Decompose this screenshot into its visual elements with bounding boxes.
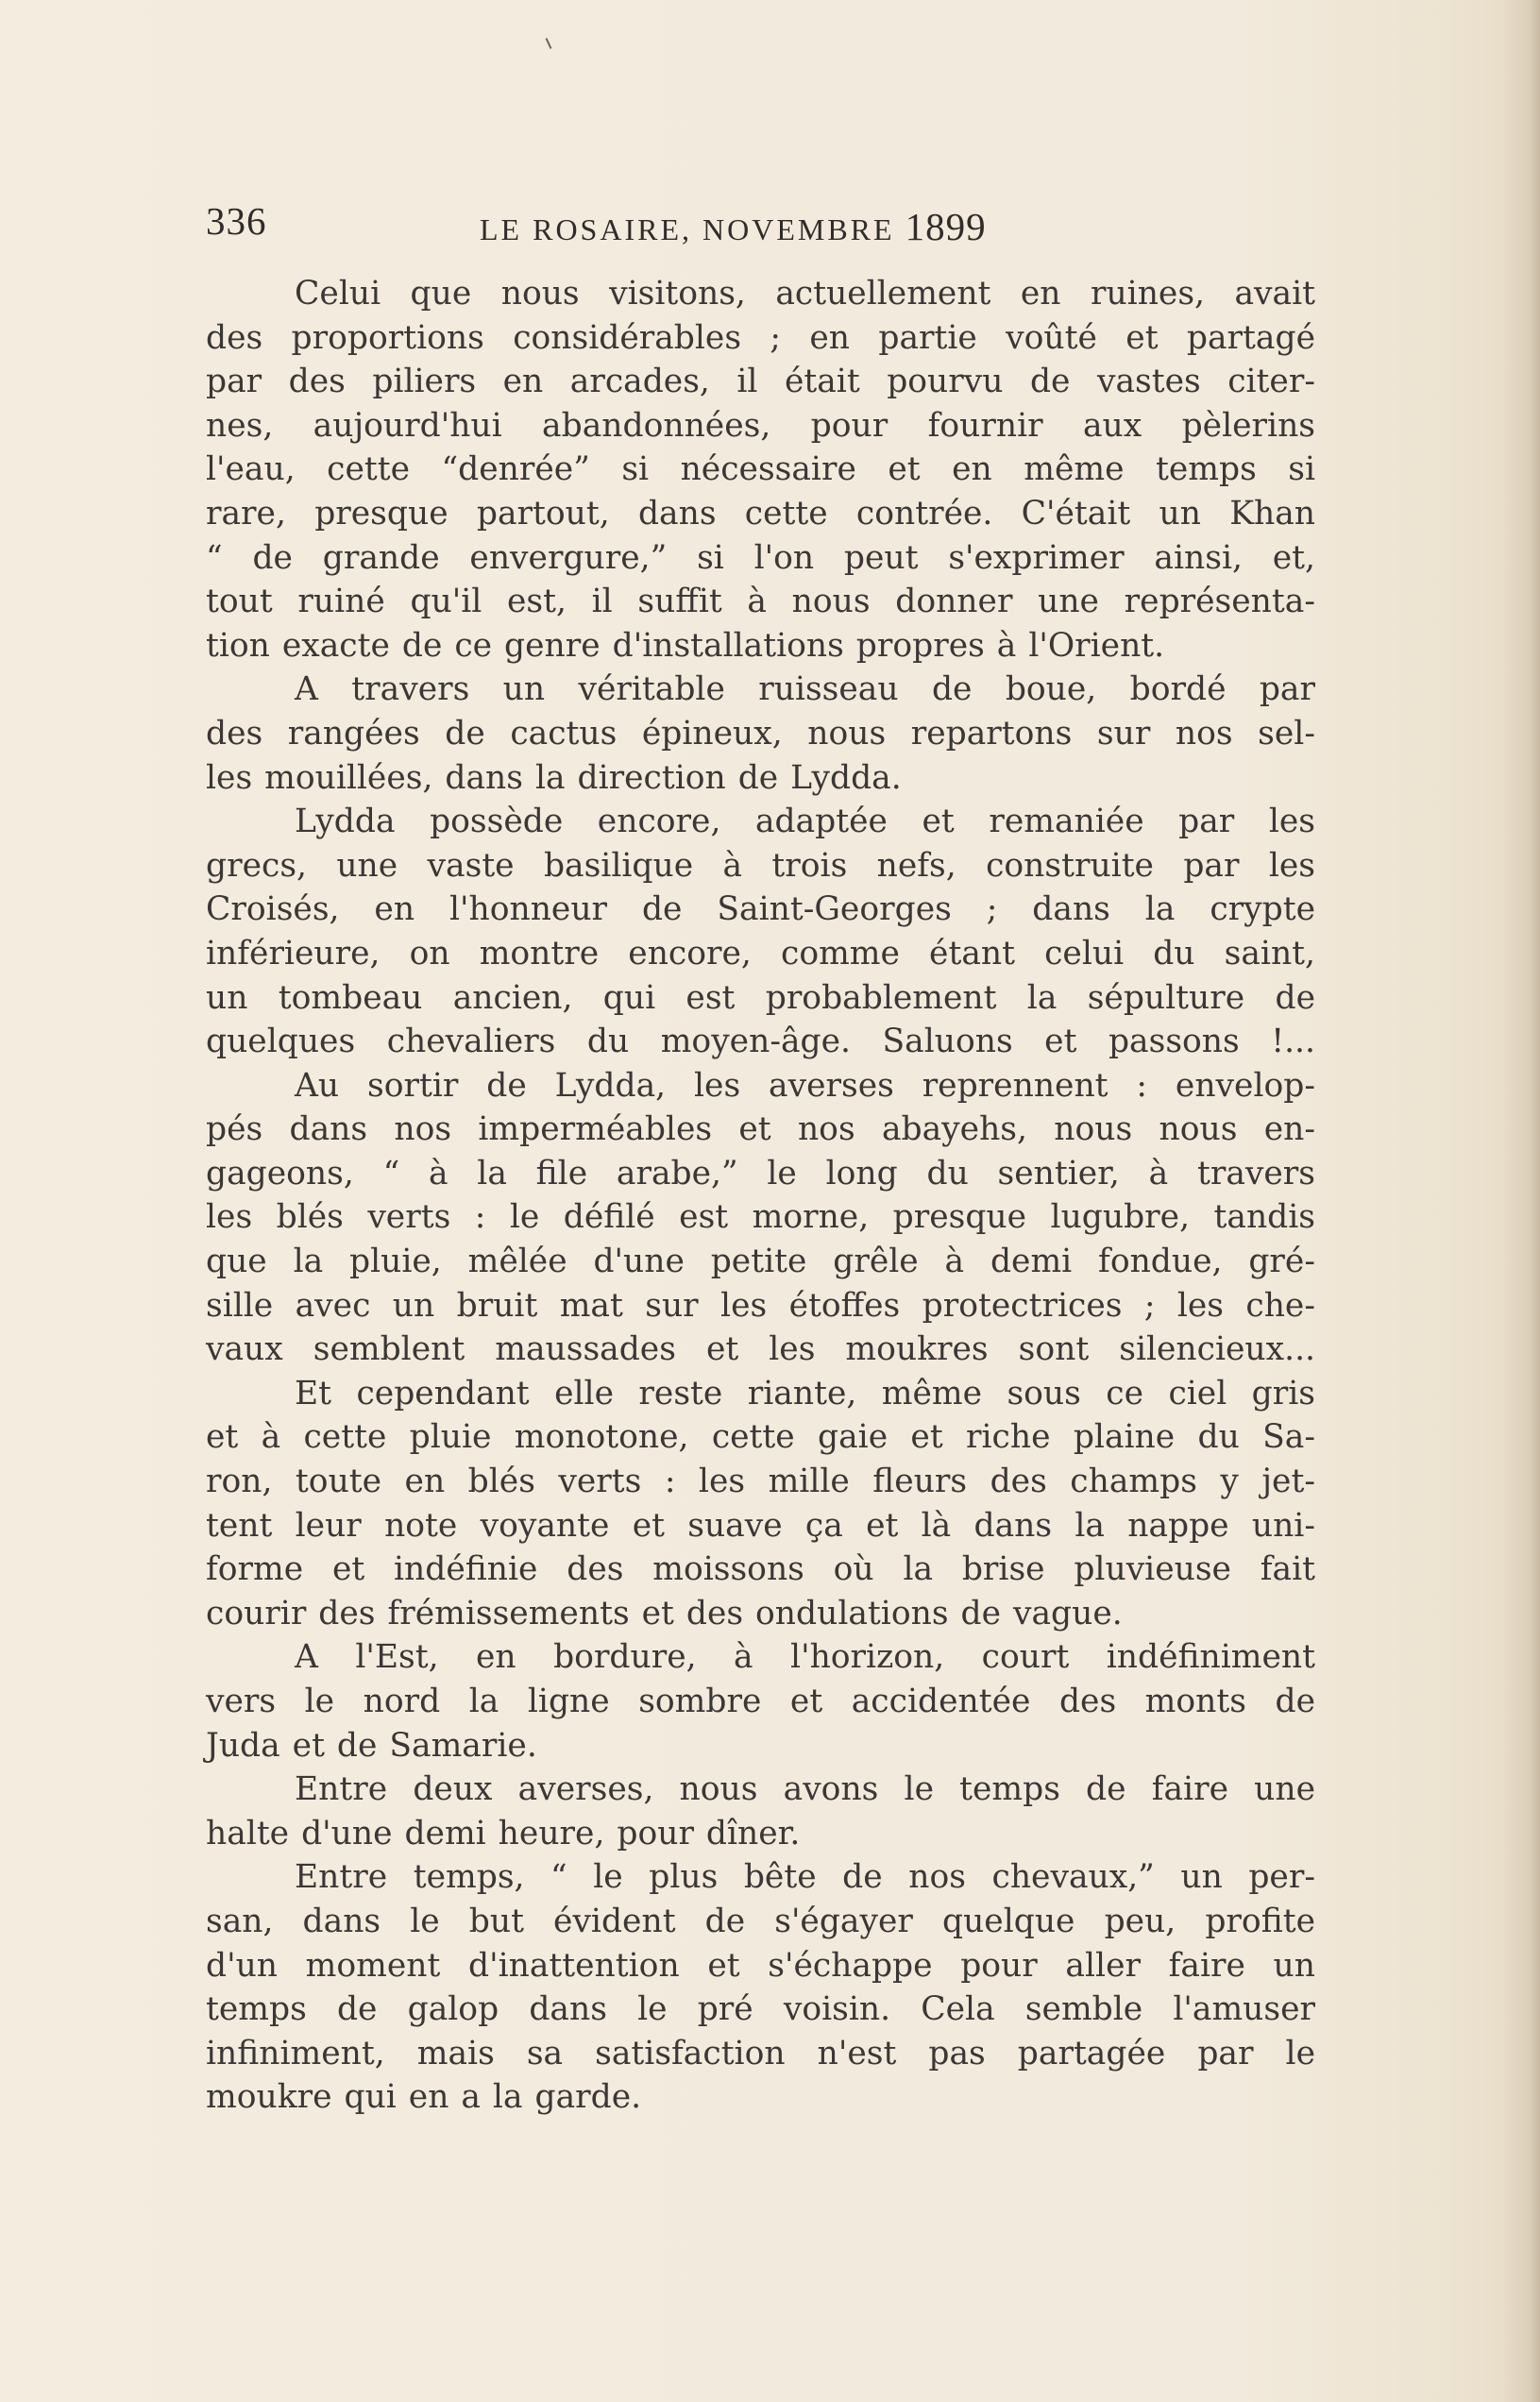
text-line: grecs, une vaste basilique à trois nefs, construite par les	[206, 846, 1315, 885]
text-line: Entre temps, “ le plus bête de nos chevaux,” un per-	[295, 1858, 1315, 1897]
text-line: pés dans nos imperméables et nos abayehs, nous nous en-	[206, 1110, 1315, 1149]
text-line: des rangées de cactus épineux, nous repartons sur nos sel-	[206, 714, 1315, 753]
text-line: Au sortir de Lydda, les averses reprennent : envelop-	[295, 1066, 1315, 1105]
text-line: vaux semblent maussades et les moukres sont silencieux...	[206, 1330, 1315, 1369]
text-line: sille avec un bruit mat sur les étoffes protectrices ; les che-	[206, 1286, 1315, 1325]
text-line: forme et indéfinie des moissons où la brise pluvieuse fait	[206, 1550, 1315, 1589]
text-line: A l'Est, en bordure, à l'horizon, court indéfiniment	[295, 1638, 1315, 1677]
running-head	[480, 204, 987, 249]
text-line: l'eau, cette “denrée” si nécessaire et en même temps si	[206, 450, 1315, 489]
text-line: les blés verts : le défilé est morne, presque lugubre, tandis	[206, 1198, 1315, 1237]
text-line: par des piliers en arcades, il était pourvu de vastes citer-	[206, 363, 1315, 401]
text-line: san, dans le but évident de s'égayer quelque peu, profite	[206, 1902, 1315, 1940]
running-head-year: 1899	[905, 205, 987, 248]
text-line: Lydda possède encore, adaptée et remaniée par les	[295, 803, 1315, 841]
text-line: ron, toute en blés verts : les mille fleurs des champs y jet-	[206, 1463, 1315, 1501]
text-line: temps de galop dans le pré voisin. Cela semble l'amuser	[206, 1990, 1315, 2029]
text-line: moukre qui en a la garde.	[206, 2078, 642, 2117]
text-line: infiniment, mais sa satisfaction n'est pas partagée par le	[206, 2034, 1315, 2072]
text-line: vers le nord la ligne sombre et accidentée des monts de	[206, 1683, 1315, 1720]
text-line: halte d'une demi heure, pour dîner.	[206, 1814, 801, 1852]
text-line: rare, presque partout, dans cette contrée. C'était un Khan	[206, 494, 1315, 533]
text-line: Et cependant elle reste riante, même sous ce ciel gris	[295, 1374, 1315, 1412]
text-line: que la pluie, mêlée d'une petite grêle à demi fondue, gré-	[206, 1243, 1315, 1281]
page-header	[206, 198, 1315, 255]
page-number: 336	[206, 199, 267, 243]
text-line: tion exacte de ce genre d'installations propres à l'Orient.	[206, 626, 1165, 665]
text-line: Celui que nous visitons, actuellement en ruines, avait	[295, 275, 1315, 313]
text-line: les mouillées, dans la direction de Lydda.	[206, 758, 902, 797]
text-line: quelques chevaliers du moyen-âge. Saluons et passons !...	[206, 1023, 1315, 1061]
page-edge-shadow	[1502, 0, 1540, 2402]
text-line: Juda et de Samarie.	[206, 1726, 537, 1765]
text-line: gageons, “ à la file arabe,” le long du sentier, à travers	[206, 1154, 1315, 1193]
text-line: A travers un véritable ruisseau de boue, bordé par	[295, 670, 1315, 709]
text-line: un tombeau ancien, qui est probablement la sépulture de	[206, 978, 1315, 1017]
text-line: “ de grande envergure,” si l'on peut s'exprimer ainsi, et,	[206, 538, 1315, 577]
text-line: nes, aujourd'hui abandonnées, pour fournir aux pèlerins	[206, 406, 1315, 445]
ink-mark	[546, 38, 552, 49]
text-line: Croisés, en l'honneur de Saint-Georges ; dans la crypte	[206, 890, 1315, 929]
text-line: inférieure, on montre encore, comme étant celui du saint,	[206, 934, 1315, 973]
text-line: Entre deux averses, nous avons le temps de faire une	[295, 1770, 1315, 1809]
text-line: courir des frémissements et des ondulations de vague.	[206, 1594, 1123, 1632]
running-head-title: LE ROSAIRE, NOVEMBRE	[480, 212, 895, 246]
text-line: des proportions considérables ; en partie voûté et partagé	[206, 318, 1315, 357]
text-line: et à cette pluie monotone, cette gaie et riche plaine du Sa-	[206, 1418, 1315, 1457]
body-text	[206, 272, 1315, 2120]
text-line: d'un moment d'inattention et s'échappe pour aller faire un	[206, 1946, 1315, 1985]
text-line: tout ruiné qu'il est, il suffit à nous donner une représenta-	[206, 583, 1315, 621]
text-line: tent leur note voyante et suave ça et là dans la nappe uni-	[206, 1506, 1315, 1545]
